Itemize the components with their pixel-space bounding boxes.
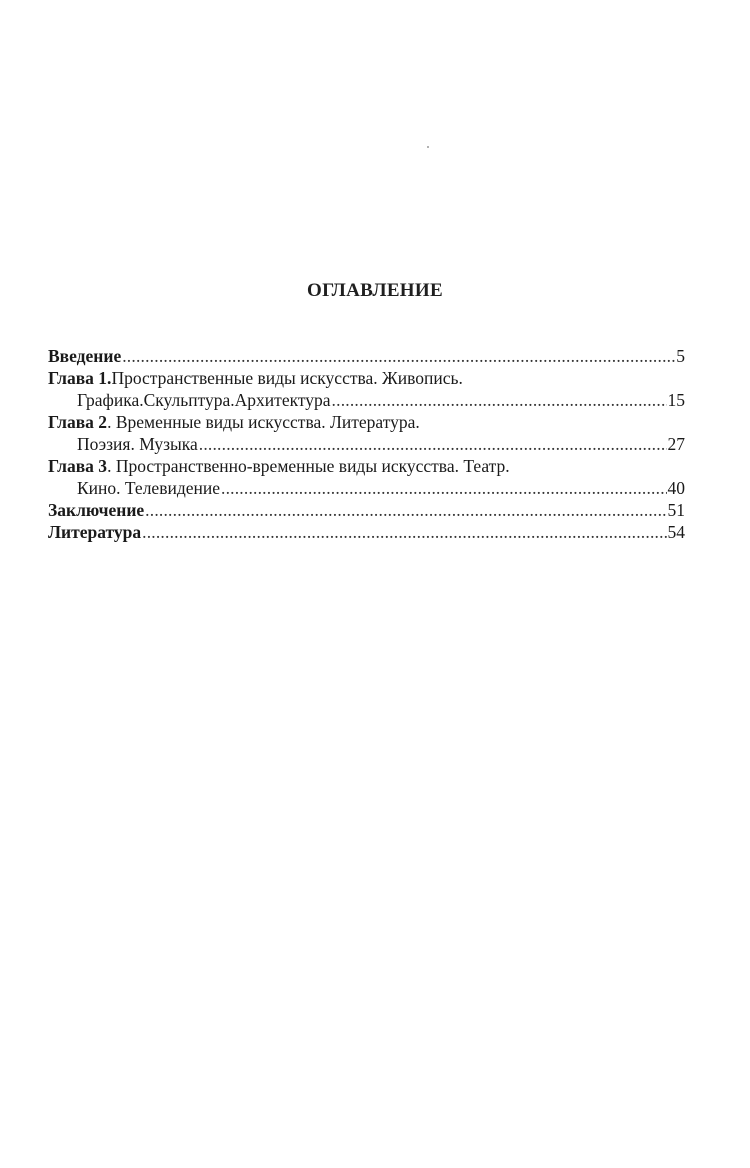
toc-entry-chapter-1-line-2[interactable] bbox=[48, 389, 685, 411]
toc-chapter-label: Глава 2 bbox=[48, 412, 108, 432]
toc-page-number: 5 bbox=[676, 346, 685, 366]
toc-entry-title: Литература bbox=[48, 522, 142, 542]
dot-leader bbox=[221, 477, 667, 499]
toc-entry-chapter-2-line-2[interactable] bbox=[48, 433, 685, 455]
dot-leader bbox=[145, 499, 666, 521]
toc-entry-title: . Временные виды искусства. Литература. bbox=[107, 412, 420, 432]
toc-chapter-label: Глава 3 bbox=[48, 456, 108, 476]
toc-entry-title: . Пространственно-временные виды искусства. Театр. bbox=[107, 456, 510, 476]
table-of-contents bbox=[48, 345, 685, 543]
toc-entry-continuation: Кино. Телевидение bbox=[77, 478, 220, 498]
dot-leader bbox=[142, 521, 666, 543]
toc-page-number: 40 bbox=[667, 478, 685, 498]
toc-page-number: 51 bbox=[667, 500, 685, 520]
dot-leader bbox=[122, 345, 675, 367]
toc-heading: ОГЛАВЛЕНИЕ bbox=[307, 280, 443, 301]
toc-entry-chapter-3-line-2[interactable] bbox=[48, 477, 685, 499]
toc-page-number: 27 bbox=[667, 434, 685, 454]
toc-entry-chapter-2-line-1[interactable] bbox=[48, 411, 685, 433]
toc-entry-continuation: Поэзия. Музыка bbox=[77, 434, 198, 454]
toc-entry-conclusion[interactable] bbox=[48, 499, 685, 521]
toc-entry-chapter-1-line-1[interactable] bbox=[48, 367, 685, 389]
toc-page-number: 15 bbox=[667, 390, 685, 410]
toc-page-number: 54 bbox=[667, 522, 685, 542]
toc-entry-title: Заключение bbox=[48, 500, 145, 520]
toc-entry-introduction[interactable] bbox=[48, 345, 685, 367]
scan-speck bbox=[427, 146, 429, 148]
toc-chapter-label: Глава 1. bbox=[48, 368, 112, 388]
toc-entry-references[interactable] bbox=[48, 521, 685, 543]
dot-leader bbox=[199, 433, 667, 455]
toc-entry-title: Пространственные виды искусства. Живопись. bbox=[111, 368, 463, 388]
dot-leader bbox=[332, 389, 667, 411]
toc-entry-chapter-3-line-1[interactable] bbox=[48, 455, 685, 477]
toc-entry-title: Введение bbox=[48, 346, 122, 366]
toc-entry-continuation: Графика.Скульптура.Архитектура bbox=[77, 390, 331, 410]
